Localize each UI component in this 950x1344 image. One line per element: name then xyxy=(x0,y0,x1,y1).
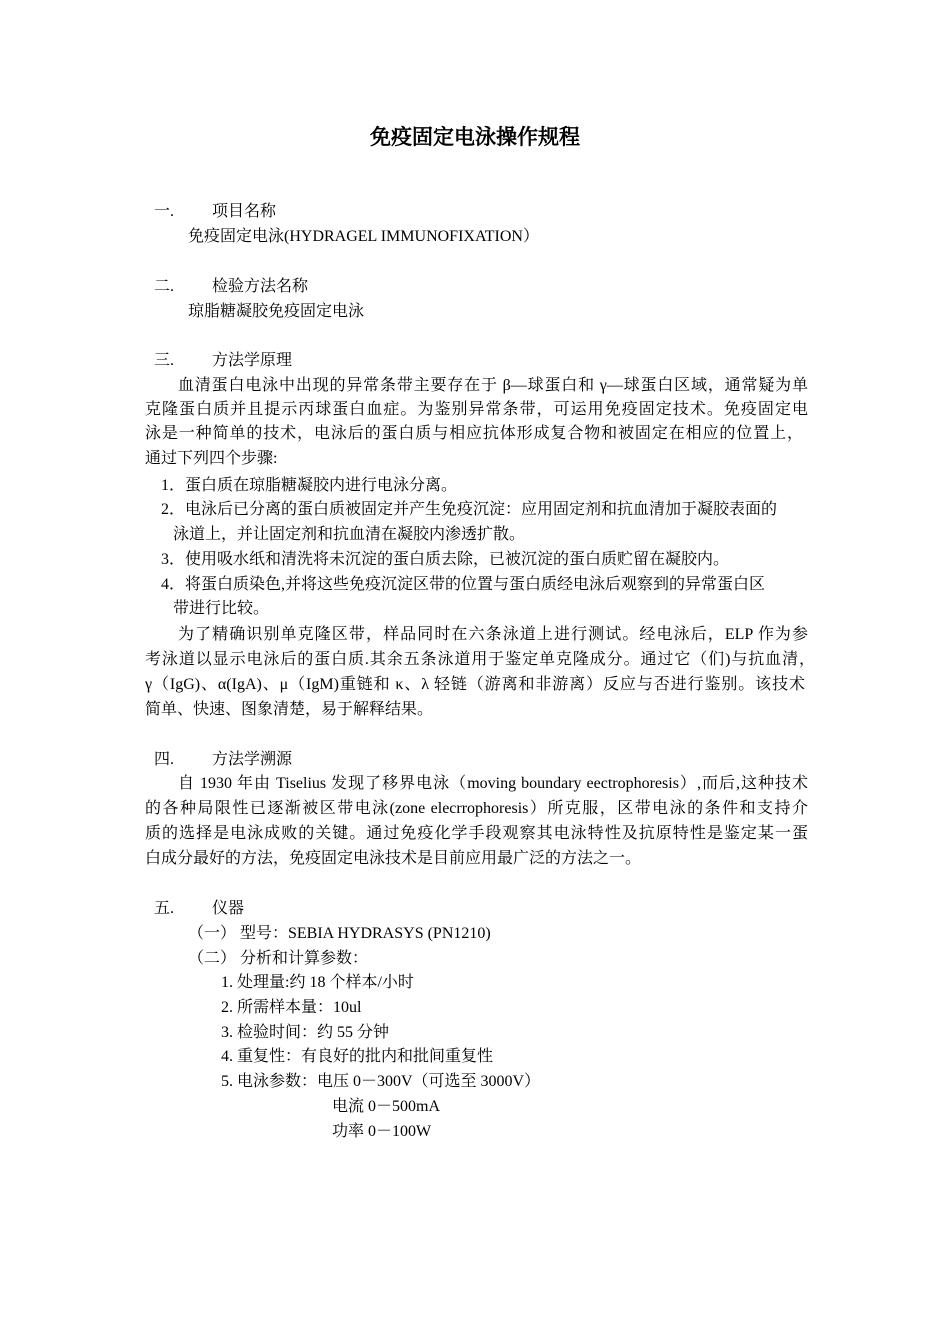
paragraph-line: γ（IgG)、α(IgA)、μ（IgM)重链和 κ、λ 轻链（游离和非游离）反应与否进行鉴别。该技术 xyxy=(145,676,805,693)
section-number: 三. xyxy=(154,352,175,369)
paragraph-line: 自 1930 年由 Tiselius 发现了移界电泳（moving boundary eectrophoresis）,而后,这种技术 xyxy=(178,775,808,792)
step-item: 1．蛋白质在琼脂糖凝胶内进行电泳分离。 xyxy=(161,477,458,494)
paragraph-line: 血清蛋白电泳中出现的异常条带主要存在于 β—球蛋白和 γ—球蛋白区域，通常疑为单 xyxy=(178,377,808,394)
section-heading: 方法学溯源 xyxy=(212,751,293,768)
step-item: 3．使用吸水纸和清洗将未沉淀的蛋白质去除，已被沉淀的蛋白质贮留在凝胶内。 xyxy=(161,551,730,568)
paragraph-line: 通过下列四个步骤: xyxy=(145,450,278,467)
section-number: 一. xyxy=(154,203,175,220)
step-item-continuation: 带进行比较。 xyxy=(173,600,270,617)
section-heading: 检验方法名称 xyxy=(212,278,309,295)
param-item: 5. 电泳参数：电压 0－300V（可选至 3000V） xyxy=(221,1073,541,1090)
page-title: 免疫固定电泳操作规程 xyxy=(370,125,580,149)
step-item-continuation: 泳道上，并让固定剂和抗血清在凝胶内渗透扩散。 xyxy=(173,526,526,543)
step-item: 2．电泳后已分离的蛋白质被固定并产生免疫沉淀：应用固定剂和抗血清加于凝胶表面的 xyxy=(161,501,778,518)
paragraph-line: 泳是一种简单的技术，电泳后的蛋白质与相应抗体形成复合物和被固定在相应的位置上， xyxy=(145,425,803,442)
section-heading: 项目名称 xyxy=(212,203,277,220)
paragraph-line: 为了精确识别单克隆区带，样品同时在六条泳道上进行测试。经电泳后，ELP 作为参 xyxy=(178,626,808,643)
param-item: 2. 所需样本量：10ul xyxy=(221,999,362,1016)
param-item: 4. 重复性：有良好的批内和批间重复性 xyxy=(221,1048,494,1065)
step-item: 4．将蛋白质染色,并将这些免疫沉淀区带的位置与蛋白质经电泳后观察到的异常蛋白区 xyxy=(161,576,766,593)
param-item: 1. 处理量:约 18 个样本/小时 xyxy=(221,974,414,991)
section-number: 四. xyxy=(154,751,175,768)
param-item: 3. 检验时间：约 55 分钟 xyxy=(221,1024,390,1041)
section-number: 五. xyxy=(154,900,175,917)
param-current: 电流 0－500mA xyxy=(332,1098,441,1115)
section-text: 免疫固定电泳(HYDRAGEL IMMUNOFIXATION） xyxy=(188,228,539,245)
section-heading: 方法学原理 xyxy=(212,352,293,369)
paragraph-line: 简单、快速、图象清楚，易于解释结果。 xyxy=(145,701,434,718)
paragraph-line: 的各种局限性已逐渐被区带电泳(zone elecrrophoresis）所克服，区带电泳的条件和支持介 xyxy=(145,800,808,817)
section-text: 琼脂糖凝胶免疫固定电泳 xyxy=(188,303,365,320)
paragraph-line: 白成分最好的方法，免疫固定电泳技术是目前应用最广泛的方法之一。 xyxy=(145,850,642,867)
paragraph-line: 质的选择是电泳成败的关键。通过免疫化学手段观察其电泳特性及抗原特性是鉴定某一蛋 xyxy=(145,825,808,842)
subsection-params: （二） 分析和计算参数： xyxy=(188,950,369,967)
section-number: 二. xyxy=(154,278,175,295)
section-heading: 仪器 xyxy=(212,900,245,917)
paragraph-line: 考泳道以显示电泳后的蛋白质.其余五条泳道用于鉴定单克隆成分。通过它（们)与抗血清， xyxy=(145,651,815,668)
paragraph-line: 克隆蛋白质并且提示丙球蛋白血症。为鉴别异常条带，可运用免疫固定技术。免疫固定电 xyxy=(145,401,808,418)
subsection-model: （一） 型号：SEBIA HYDRASYS (PN1210) xyxy=(188,925,491,942)
param-power: 功率 0－100W xyxy=(332,1123,432,1140)
